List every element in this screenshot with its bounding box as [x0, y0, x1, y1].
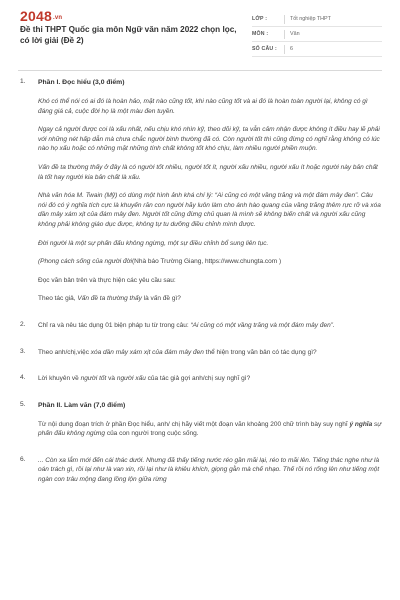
- info-value: 6: [290, 46, 293, 52]
- question-number: 4.: [20, 374, 26, 382]
- passage-paragraph: Nhà văn hóa M. Twain (Mỹ) có dùng một hình ảnh khá chí lý: “Ai cũng có một vầng trăng và một đám mây đen”. Câu nói đó có ý nghĩa tích cực là khuyến răn con người hãy luôn làm cho ánh hào quang của vầng trăng thêm rực rỡ và xóa dần mây xám xịt của đám mây đen. Người tốt cũng đừng chủ quan là mình sẽ không biến chất và người xấu cũng không phải không giáo dục được, không tự tu dưỡng điều chỉnh mình được.: [38, 192, 381, 228]
- question-text-part: thể hiện trong văn bản có tác dụng gì?: [203, 348, 317, 356]
- question-quote: “Ai cũng có một vầng trăng và một đám mây đen”.: [190, 321, 335, 329]
- question-quote: người tốt: [80, 375, 107, 383]
- question-1: [20, 78, 382, 304]
- info-divider: [284, 45, 285, 54]
- info-key: MÔN :: [252, 31, 269, 37]
- header-divider: [18, 70, 382, 71]
- header: [0, 0, 400, 62]
- question-quote: người xấu: [116, 375, 146, 383]
- question-4: [20, 374, 382, 384]
- passage-source: [38, 257, 382, 267]
- section-heading: Phần II. Làm văn (7,0 điểm): [38, 401, 126, 409]
- site-logo[interactable]: [20, 8, 62, 24]
- passage-paragraph: ... Còn xa lắm mới đến cái thác dưới. Nhưng đã thấy tiếng nước réo gần mãi lại, réo to mãi lên. Tiếng thác nghe như là oán trách gì, rồi lại như là van xin, rồi lại như là khiêu khích, giọng gằn mà chế nhạo. Thế rồi nó rống lên như tiếng một ngàn con trâu mộng đang lồng lộn giữa rừng: [38, 456, 380, 484]
- question-2: [20, 321, 382, 331]
- question-number: 3.: [20, 347, 26, 355]
- section-heading: Phần I. Đọc hiểu (3,0 điểm): [38, 79, 125, 86]
- question-text-part: Theo tác giả,: [38, 295, 78, 303]
- question-text-part: Lời khuyên về: [38, 375, 81, 383]
- question-list: [20, 78, 382, 485]
- question-emphasis: ý nghĩa: [349, 420, 373, 428]
- info-row-class: [252, 12, 382, 27]
- question-text: [38, 321, 382, 331]
- info-row-question-count: [252, 42, 382, 57]
- question-text: [38, 420, 382, 439]
- logo-suffix: .vn: [52, 15, 63, 21]
- question-text: [38, 348, 382, 358]
- source-author: (Nhà báo Trường Giang, https://www.chungta.com ): [132, 258, 282, 266]
- info-value: Tốt nghiệp THPT: [290, 16, 331, 22]
- question-text-part: là vấn đề gì?: [141, 295, 181, 303]
- info-value: Văn: [290, 31, 300, 37]
- exam-info-table: [252, 12, 382, 57]
- question-text-part: và: [106, 375, 117, 383]
- logo-text: 2048: [20, 8, 52, 24]
- question-text: [38, 374, 382, 384]
- question-quote: sự phấn đấu không ngừng: [38, 420, 382, 438]
- question-3: [20, 348, 382, 358]
- question-text-part: của con người trong cuộc sống.: [105, 430, 199, 438]
- question-number: 6.: [20, 455, 26, 463]
- info-row-subject: [252, 27, 382, 42]
- question-5: [20, 401, 382, 439]
- passage-paragraph: Khó có thể nói có ai đó là hoàn hảo, mặt nào cũng tốt, khi nào cũng tốt và ai đó là hoàn toàn người lại, không có gì đáng giá cả, cuộc đời họ là một màu đen tuyền.: [38, 98, 368, 115]
- question-number: 2.: [20, 320, 26, 328]
- source-title: (Phong cách sống của người đời: [38, 258, 133, 266]
- instruction-text: Đọc văn bản trên và thực hiện các yêu cầu sau:: [38, 276, 176, 284]
- question-quote: Vấn đề ta thường thấy: [77, 295, 142, 303]
- passage-paragraph: Đời người là một sự phấn đấu không ngừng, một sự điều chỉnh bổ sung liên tục.: [38, 239, 269, 247]
- question-number: 5.: [20, 400, 26, 408]
- page-title: Đề thi THPT Quốc gia môn Ngữ văn năm 2022 chọn lọc, có lời giải (Đề 2): [20, 25, 237, 45]
- passage-paragraph: Ngay cả người được coi là xấu nhất, nếu chịu khó nhìn kỹ, theo dõi kỹ, ta vẫn cảm nhận được không ít điều hay lẽ phải với những nét hấp dẫn mà chưa chắc người bình thường đã có. Còn người tốt thì cũng đừng có nghĩ rằng không có lúc nào họ xấu hoặc có những mặt những tính chất không tốt khó chịu, làm nhiều người phiền muộn.: [38, 126, 380, 153]
- question-text: [38, 294, 382, 304]
- passage-paragraph: Vấn đề ta thường thấy ở đây là có người tốt nhiều, người tốt ít, người xấu nhiều, người xấu ít hoặc người này bản chất là tốt hay người kia bản chất là xấu.: [38, 163, 378, 181]
- info-divider: [284, 30, 285, 39]
- question-text-part: của tác giả gợi anh/chị suy nghĩ gì?: [145, 375, 251, 383]
- info-key: SỐ CÂU :: [252, 46, 277, 52]
- question-text-part: Theo anh/chị,việc: [38, 348, 91, 356]
- info-divider: [284, 15, 285, 24]
- question-number: 1.: [20, 78, 26, 85]
- question-text-part: Từ nội dung đoạn trích ở phần Đọc hiểu, anh/ chị hãy viết một đoạn văn khoảng 200 chữ trình bày suy nghĩ: [38, 420, 350, 428]
- question-6: [20, 456, 382, 485]
- info-key: LỚP :: [252, 16, 268, 22]
- question-quote: xóa dần mây xám xịt của đám mây đen: [90, 348, 204, 356]
- question-text-part: Chỉ ra và nêu tác dụng 01 biện pháp tu từ trong câu:: [38, 321, 191, 329]
